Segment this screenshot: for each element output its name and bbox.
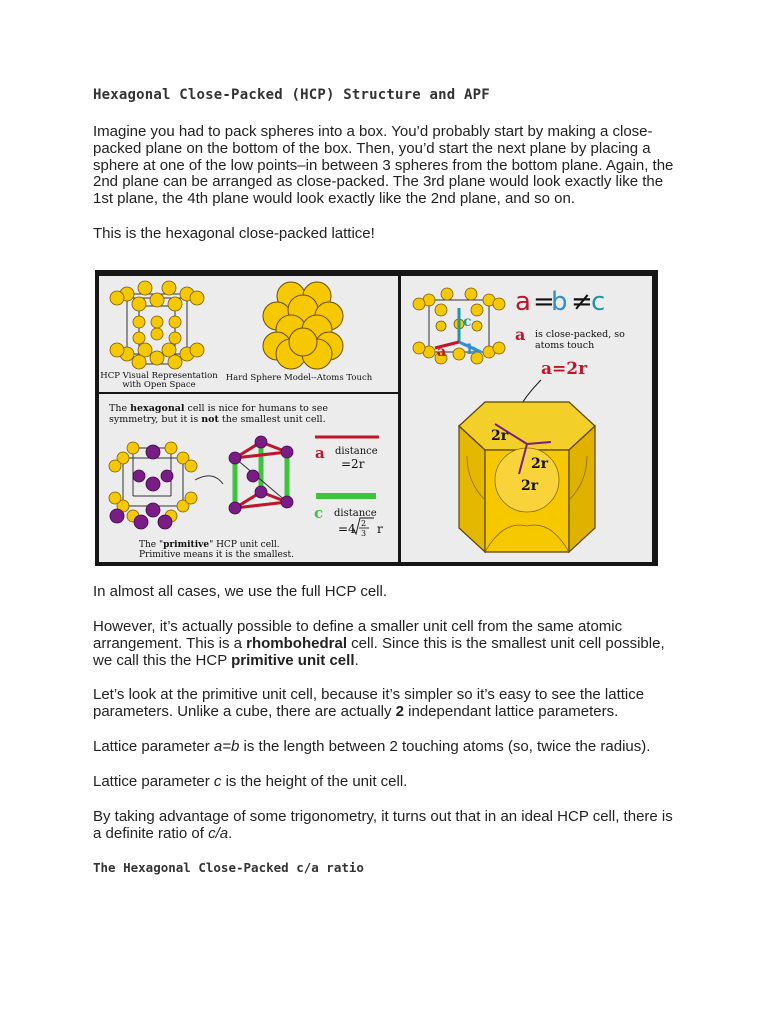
panel4-note-line2: atoms touch (535, 340, 595, 351)
c-legend-letter: c (314, 504, 324, 522)
intro-paragraph: Imagine you had to pack spheres into a box. You’d probably start by making a close-packed plane on the bottom of the box. Then, you’d start the next plane by placing a sphere at one of the low points–in between 3 spheres from the bottom plane. Again, the 2nd plane can be arranged as close-packed. The 3rd plane would look exactly like the 1st plane, the 4th plane would look exactly like the 2nd plane, and so on. (93, 123, 674, 208)
svg-text:=: = (533, 287, 555, 317)
panel4-note-letter: a (515, 325, 526, 344)
lattice-a-paragraph: Lattice parameter a=b is the length between 2 touching atoms (so, twice the radius). (93, 738, 651, 755)
c-legend-frac-den: 3 (361, 529, 367, 538)
rhombohedral-paragraph: However, it’s actually possible to define a smaller unit cell from the same atomic arrangement. This is a rhombohedral cell. Since this is the smallest unit cell possible, we call this the HCP primitive unit cell. (93, 618, 665, 669)
svg-text:a: a (515, 287, 531, 317)
trigonometry-paragraph: By taking advantage of some trigonometry, it turns out that in an ideal HCP cell, there is a definite ratio of c/a. (93, 808, 673, 842)
panel3-intro-line2: symmetry, but it is not the smallest unit cell. (109, 414, 326, 425)
ca-ratio-subheading: The Hexagonal Close-Packed c/a ratio (93, 860, 364, 875)
a-legend-value: =2r (341, 457, 365, 471)
panel2-caption: Hard Sphere Model--Atoms Touch (225, 373, 373, 383)
panel4-a-equals-2r: a=2r (541, 359, 588, 379)
svg-text:c: c (591, 287, 606, 317)
lattice-c-paragraph: Lattice parameter c is the height of the unit cell. (93, 773, 408, 790)
a-legend-distance: distance (335, 446, 378, 457)
panel1-caption-line1: HCP Visual Representation (100, 371, 218, 381)
hcp-hard-sphere-prism (459, 402, 595, 552)
panel4-note-line1: is close-packed, so (535, 329, 625, 340)
c-legend-bar (316, 493, 376, 499)
c-legend-distance: distance (334, 508, 377, 519)
panel4-2r-1: 2r (491, 428, 509, 444)
hcp-figure (95, 270, 658, 566)
c-legend-value-pre: =4 (338, 522, 356, 536)
panel4-2r-3: 2r (521, 478, 539, 494)
panel4-2r-2: 2r (531, 456, 549, 472)
primitive-caption-line2: Primitive means it is the smallest. (139, 550, 294, 560)
panel4-label-c: c (463, 314, 472, 330)
almost-all-cases-paragraph: In almost all cases, we use the full HCP cell. (93, 583, 388, 600)
c-legend-value-post: r (377, 522, 383, 536)
panel1-caption-line2: with Open Space (122, 380, 196, 390)
primitive-cell-paragraph: Let’s look at the primitive unit cell, because it’s simpler so it’s easy to see the lattice parameters. Unlike a cube, there are actually 2 independant lattice parameters. (93, 686, 645, 720)
primitive-caption-line1: The "primitive" HCP unit cell. (139, 540, 280, 550)
lattice-line: This is the hexagonal close-packed lattice! (93, 225, 375, 242)
lattice-equation (515, 287, 605, 317)
panel4-label-b: b (467, 342, 477, 358)
hcp-figure-svg (95, 270, 658, 566)
svg-text:≠: ≠ (571, 287, 593, 317)
a-legend-letter: a (315, 444, 325, 462)
panel4-label-a: a (437, 344, 447, 360)
panel3-intro-line1: The hexagonal cell is nice for humans to see (109, 403, 329, 414)
page-heading: Hexagonal Close-Packed (HCP) Structure and APF (93, 87, 490, 103)
svg-text:b: b (551, 287, 568, 317)
c-legend-frac-num: 2 (361, 519, 367, 528)
